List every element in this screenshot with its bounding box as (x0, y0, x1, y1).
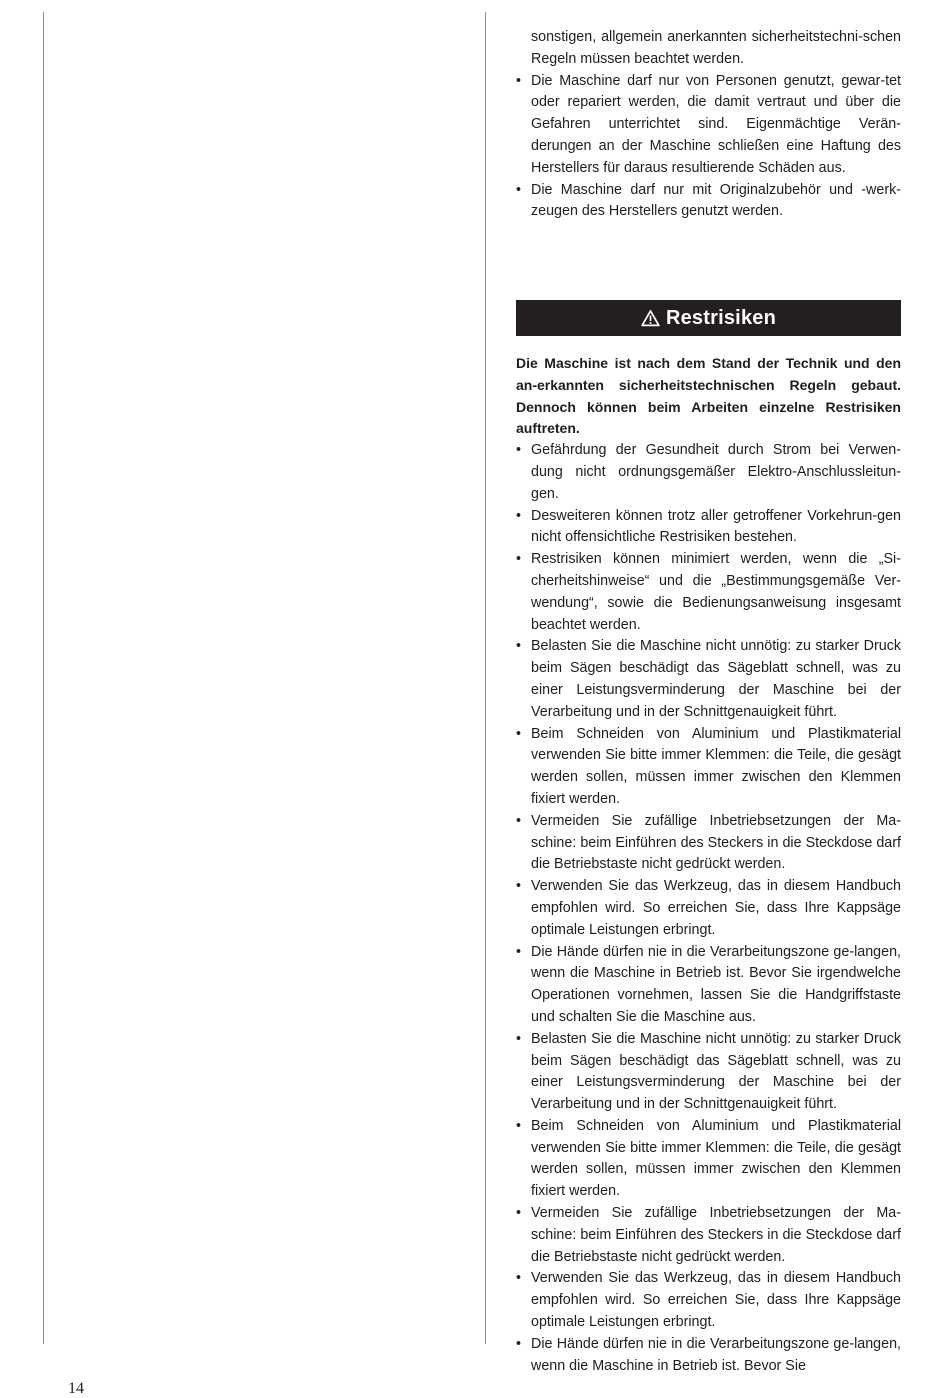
list-item (516, 440, 901, 505)
list-item-text: Verwenden Sie das Werkzeug, das in diesem Handbuch empfohlen wird. So erreichen Sie, dass Ihre Kappsäge optimale Leistungen erbringt. (531, 1270, 901, 1331)
section-intro: Die Maschine ist nach dem Stand der Technik und den an-erkannten sicherheitstechnischen Regeln gebaut. Dennoch können beim Arbeiten einzelne Restrisiken auftreten. (516, 355, 901, 437)
bullet-icon: • (516, 551, 522, 568)
list-item (516, 876, 901, 941)
bullet-icon: • (516, 181, 522, 198)
list-item (516, 1029, 901, 1116)
bullet-icon: • (516, 72, 522, 89)
list-item (516, 1334, 901, 1378)
bullet-icon: • (516, 638, 522, 655)
list-item (516, 1116, 901, 1203)
list-item-text: Belasten Sie die Maschine nicht unnötig: zu starker Druck beim Sägen beschädigt das Sägeblatt schnell, was zu einer Leistungsverminderung der Maschine bei der Verarbeitung und in der Schnittgenauigkeit führt. (531, 638, 901, 720)
list-item-text: Beim Schneiden von Aluminium und Plastikmaterial verwenden Sie bitte immer Klemmen: die Teile, die gesägt werden sollen, müssen immer zwischen den Klemmen fixiert werden. (531, 1117, 901, 1200)
list-item-text: Die Maschine darf nur von Personen genutzt, gewar-tet oder repariert werden, die damit vertraut und über die Gefahren unterrichtet sind. Eigenmächtige Verän-derungen an der Maschine schließen eine Haftung des Herstellers für daraus resultierende Schäden aus. (531, 72, 901, 176)
bullet-icon: • (516, 1270, 522, 1287)
restrisiken-text-column (516, 353, 901, 1377)
top-text-column (516, 27, 901, 223)
bullet-icon: • (516, 812, 522, 829)
bullet-icon: • (516, 1117, 522, 1134)
list-item-text: Desweiteren können trotz aller getroffener Vorkehrun-gen nicht offensichtliche Restrisiken bestehen. (531, 507, 901, 546)
list-item-text: Verwenden Sie das Werkzeug, das in diesem Handbuch empfohlen wird. So erreichen Sie, dass Ihre Kappsäge optimale Leistungen erbringt. (531, 878, 901, 938)
list-item (516, 636, 901, 723)
bullet-icon: • (516, 1030, 522, 1047)
bullet-icon: • (516, 878, 522, 895)
list-item (516, 180, 901, 224)
bullet-icon: • (516, 943, 522, 960)
list-item-text: Gefährdung der Gesundheit durch Strom bei Verwen-dung nicht ordnungsgemäßer Elektro-Anschlussleitun-gen. (531, 442, 901, 502)
left-margin-rule (43, 12, 44, 1344)
list-item (516, 811, 901, 876)
bullet-icon: • (516, 725, 522, 742)
section-title: Restrisiken (665, 306, 777, 329)
restrisiken-bullet-list (516, 440, 901, 1377)
list-item-text: Belasten Sie die Maschine nicht unnötig: zu starker Druck beim Sägen beschädigt das Sägeblatt schnell, was zu einer Leistungsverminderung der Maschine bei der Verarbeitung und in der Schnittgenauigkeit führt. (531, 1030, 901, 1113)
list-item-text: Die Hände dürfen nie in die Verarbeitungszone ge-langen, wenn die Maschine in Betrieb ist. Bevor Sie (531, 1335, 901, 1374)
warning-triangle-icon (641, 309, 660, 327)
list-item (516, 549, 901, 636)
top-bullet-list (516, 71, 901, 224)
page-number: 14 (68, 1380, 84, 1397)
section-header-restrisiken (516, 300, 901, 336)
bullet-icon: • (516, 442, 522, 459)
list-item-text: Vermeiden Sie zufällige Inbetriebsetzungen der Ma-schine: beim Einführen des Steckers in die Steckdose darf die Betriebstaste nicht gedrückt werden. (531, 812, 901, 873)
list-item (516, 724, 901, 811)
list-item (516, 942, 901, 1029)
list-item (516, 1268, 901, 1333)
bullet-icon: • (516, 507, 522, 524)
list-item-text: Beim Schneiden von Aluminium und Plastikmaterial verwenden Sie bitte immer Klemmen: die Teile, die gesägt werden sollen, müssen immer zwischen den Klemmen fixiert werden. (531, 725, 901, 807)
bullet-icon: • (516, 1205, 522, 1222)
column-divider-rule (485, 12, 486, 1344)
list-item-text: Die Hände dürfen nie in die Verarbeitungszone ge-langen, wenn die Maschine in Betrieb ist. Bevor Sie irgendwelche Operationen vornehmen, lassen Sie die Handgriffstaste und schalten Sie die Maschine aus. (531, 943, 901, 1025)
list-item-text: Restrisiken können minimiert werden, wenn die „Si-cherheitshinweise“ und die „Bestimmungsgemäße Ver-wendung“, sowie die Bedienungsanweisung insgesamt beachtet werden. (531, 551, 901, 633)
list-item (516, 1203, 901, 1268)
list-item-text: Vermeiden Sie zufällige Inbetriebsetzungen der Ma-schine: beim Einführen des Steckers in die Steckdose darf die Betriebstaste nicht gedrückt werden. (531, 1205, 901, 1265)
list-item (516, 71, 901, 180)
list-item (516, 506, 901, 550)
list-item-text: Die Maschine darf nur mit Originalzubehör und -werk-zeugen des Herstellers genutzt werden. (531, 181, 901, 220)
bullet-icon: • (516, 1335, 522, 1352)
continuation-paragraph: sonstigen, allgemein anerkannten sicherheitstechni-schen Regeln müssen beachtet werden. (531, 29, 901, 67)
